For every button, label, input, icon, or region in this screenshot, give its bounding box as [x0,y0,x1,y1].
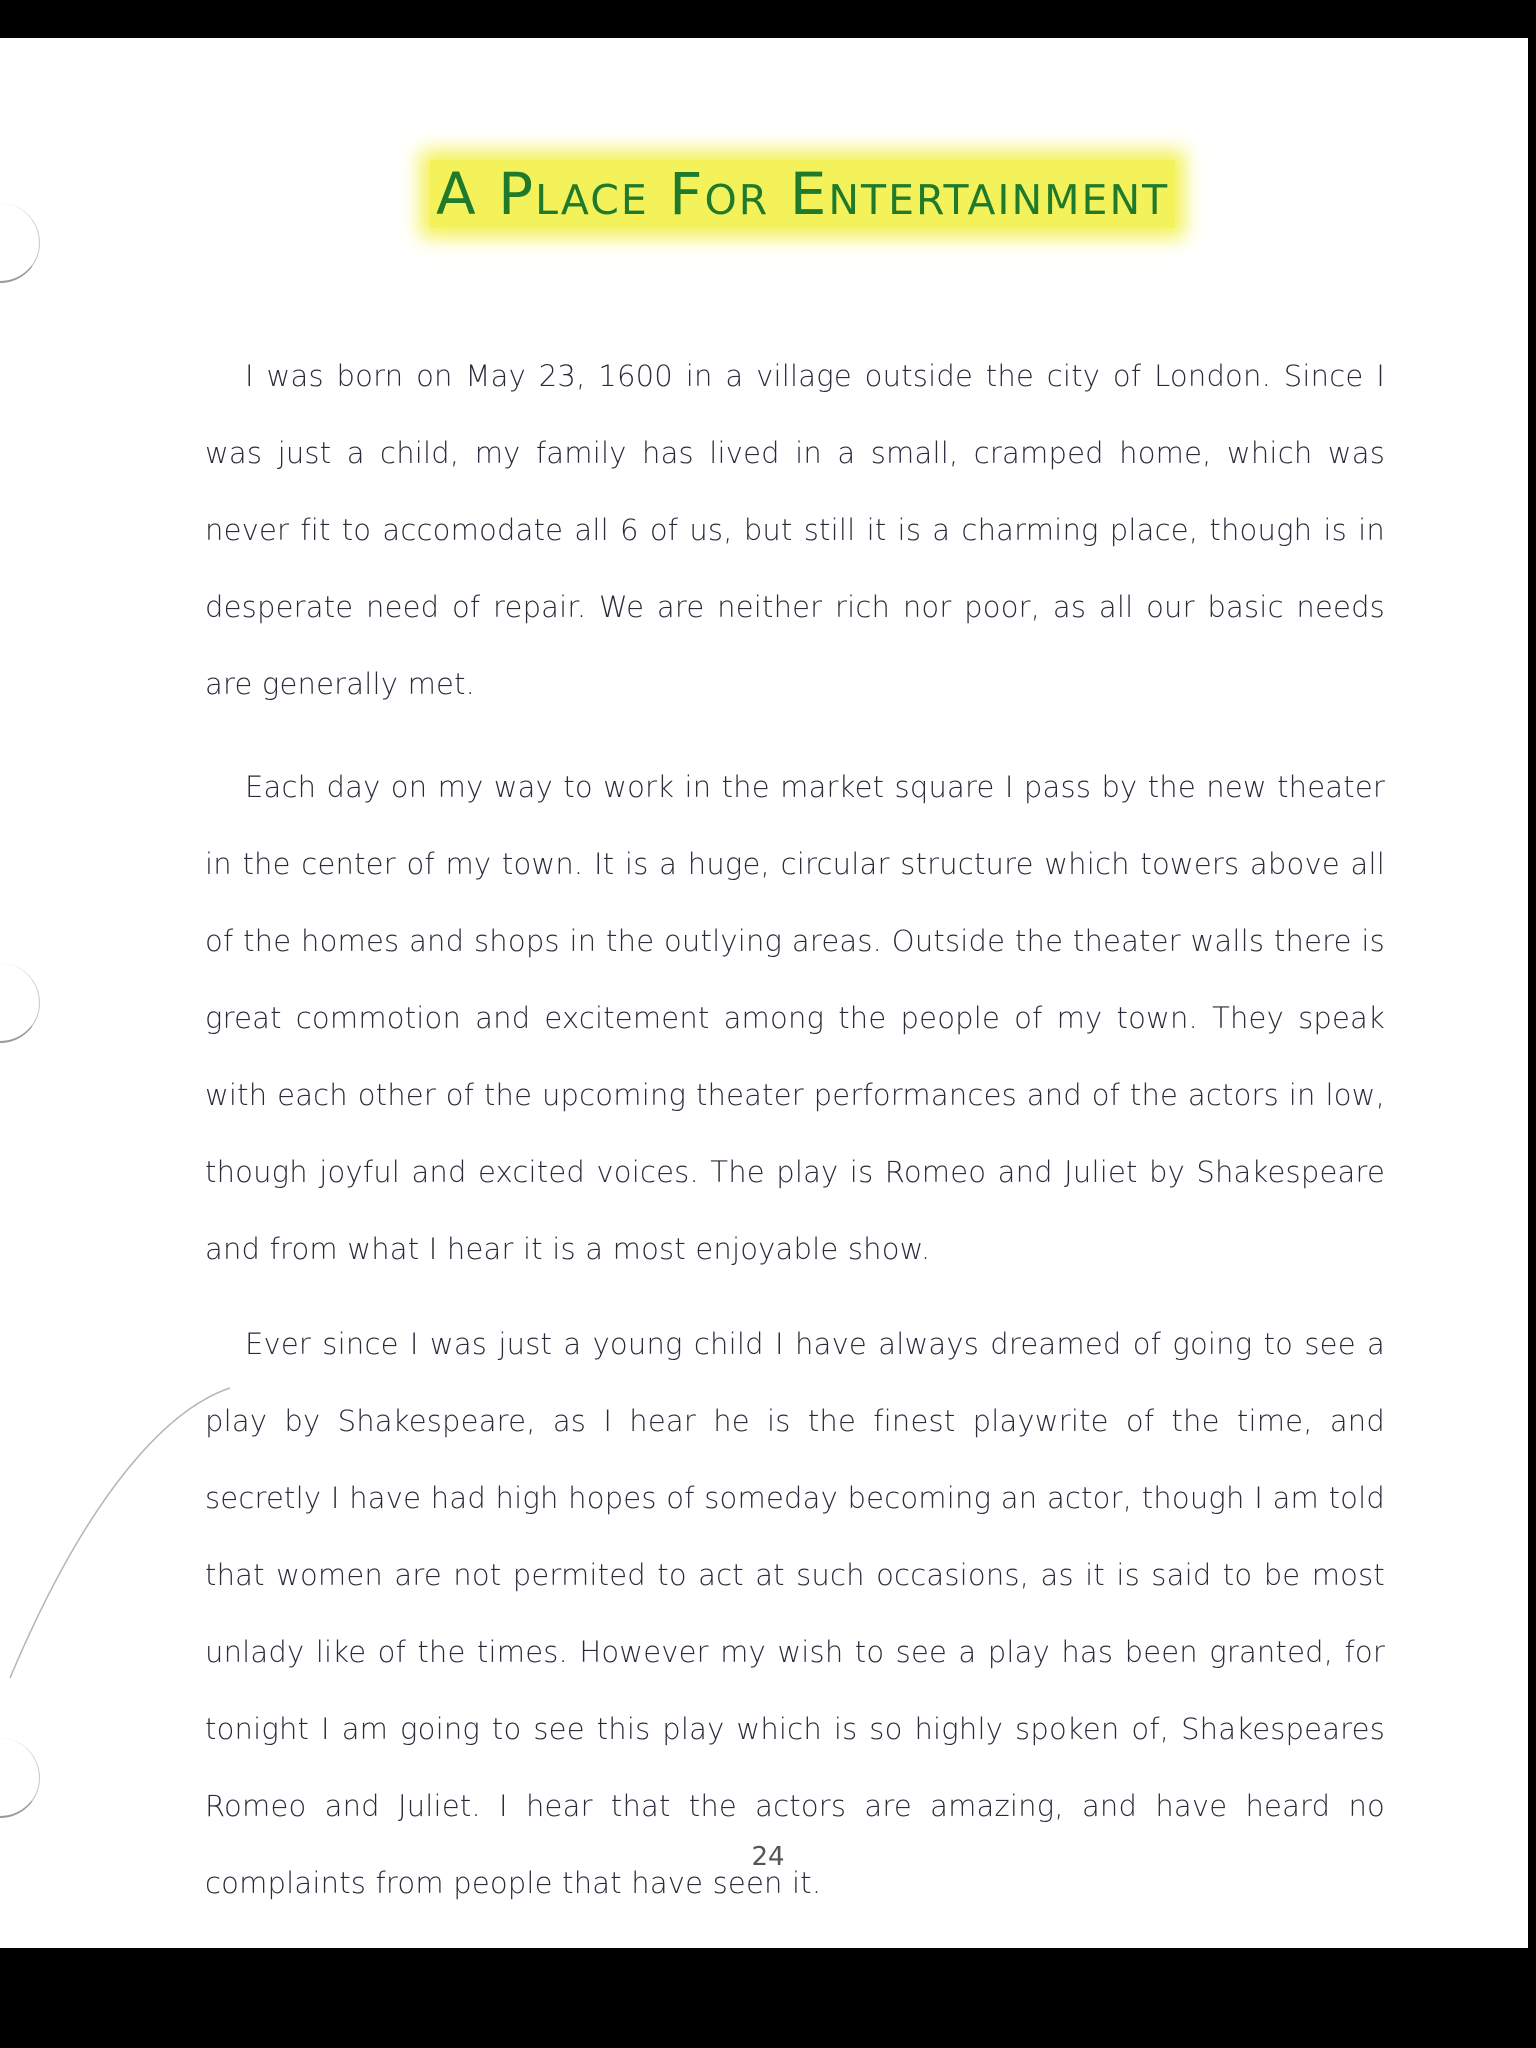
page-title [430,160,1310,228]
scan-border-bottom [0,1948,1536,2048]
binder-hole-middle [0,963,40,1043]
stray-pen-mark [0,1378,240,1698]
binder-hole-top [0,203,40,283]
paragraph-1: I was born on May 23, 1600 in a village outside the city of London. Since I was just a child, my family has lived in a small, cramped home, which was never fit to accomodate all 6 of us, but still it is a charming place, though is in desperate need of repair. We are neither rich nor poor, as all our basic needs are generally met. [205,359,1385,701]
scan-border-top [0,0,1536,38]
scan-border-right [1528,0,1536,2048]
essay-body [205,338,1385,1922]
paragraph-2: Each day on my way to work in the market square I pass by the new theater in the center of my town. It is a huge, circular structure which towers above all of the homes and shops in the outlying areas. Outside the theater walls there is great commotion and excitement among the people of my town. They speak with each other of the upcoming theater performances and of the actors in low, though joyful and excited voices. The play is Romeo and Juliet by Shakespeare and from what I hear it is a most enjoyable show. [205,770,1385,1266]
page-title-text: A Place For Entertainment [430,160,1175,228]
binder-hole-bottom [0,1738,40,1818]
paragraph-3: Ever since I was just a young child I have always dreamed of going to see a play by Shakespeare, as I hear he is the finest playwrite of the time, and secretly I have had high hopes of someday becoming an actor, though I am told that women are not permited to act at such occasions, as it is said to be most unlady like of the times. However my wish to see a play has been granted, for tonight I am going to see this play which is so highly spoken of, Shakespeares Romeo and Juliet. I hear that the actors are amazing, and have heard no complaints from people that have seen it. [205,1327,1385,1900]
page-number: 24 [751,1842,785,1872]
